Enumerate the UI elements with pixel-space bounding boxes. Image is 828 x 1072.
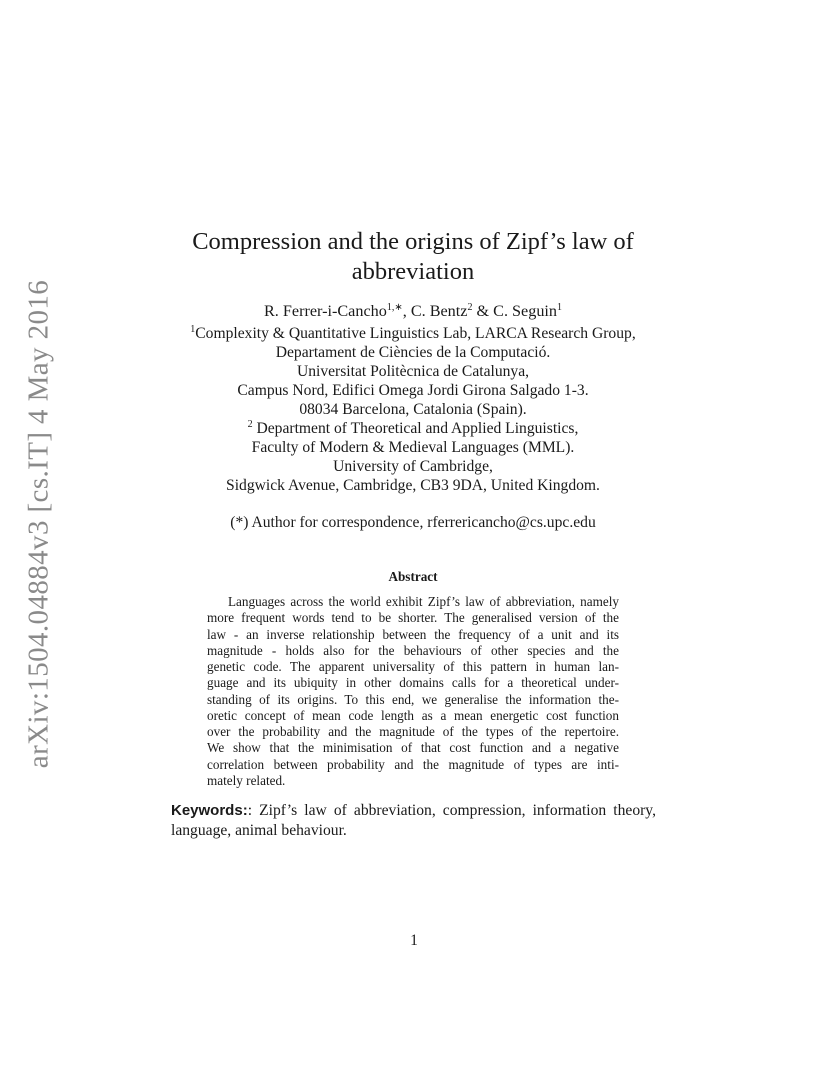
- abstract-text: [207, 594, 619, 789]
- abstract-line: law - an inverse relationship between the frequency of a unit and its: [207, 626, 619, 642]
- affiliation-1-line-4: Campus Nord, Edifici Omega Jordi Girona Salgado 1-3.: [237, 382, 589, 399]
- affiliation-1-line-2: Departament de Ciències de la Computació.: [275, 344, 551, 361]
- abstract-heading: Abstract: [388, 569, 438, 584]
- affiliation-2-line-3: University of Cambridge,: [333, 458, 493, 475]
- abstract-line: genetic code. The apparent universality of this pattern in human lan-: [207, 659, 619, 674]
- arxiv-identifier: arXiv:1504.04884v3 [cs.IT] 4 May 2016: [22, 279, 55, 769]
- affiliation-1-line-5: 08034 Barcelona, Catalonia (Spain).: [299, 401, 527, 418]
- arxiv-stamp: [22, 279, 56, 769]
- abstract-line: standing of its origins. To this end, we generalise the information the-: [207, 691, 619, 707]
- keywords-line-1: [171, 801, 656, 821]
- abstract-line: correlation between probability and the magnitude of types are inti-: [207, 756, 619, 772]
- affiliation-2-line-1: $^2$ Department of Theoretical and Applied Linguistics,: [247, 419, 579, 437]
- author-bentz: , C. Bentz: [402, 302, 468, 320]
- abstract-line: oretic concept of mean code length as a mean energetic cost function: [207, 707, 619, 723]
- abstract-line: over the probability and the magnitude of the types of the repertoire.: [207, 724, 619, 739]
- keywords-block: [171, 801, 656, 841]
- title-line-1: Compression and the origins of Zipf’s law of: [192, 228, 634, 255]
- affiliation-2-mark: 2: [247, 419, 253, 430]
- abstract-line: Languages across the world exhibit Zipf’s law of abbreviation, namely: [228, 594, 619, 609]
- abstract-line: mately related.: [207, 772, 286, 788]
- author-seguin: & C. Seguin: [472, 302, 558, 320]
- affiliation-2-line-4: Sidgwick Avenue, Cambridge, CB3 9DA, United Kingdom.: [226, 477, 600, 494]
- affiliation-1-line-1: $^1$Complexity & Quantitative Linguistics Lab, LARCA Research Group,: [190, 324, 636, 342]
- abstract-line: more frequent words tend to be shorter. The generalised version of the: [207, 610, 619, 626]
- affiliation-1-line-3: Universitat Politècnica de Catalunya,: [296, 363, 530, 380]
- abstract-line: magnitude - holds also for the behaviours of other species and the: [207, 642, 619, 658]
- correspondence-note: (*) Author for correspondence, rferrericancho@cs.upc.edu: [230, 514, 596, 531]
- page-number: 1: [410, 932, 418, 949]
- title-line-2: abbreviation: [351, 258, 475, 285]
- author-ferrer-i-cancho: R. Ferrer-i-Cancho: [263, 302, 387, 320]
- affiliation-1-mark: 1: [190, 324, 196, 335]
- keywords-label: Keywords:: [171, 802, 248, 819]
- author-2-affiliation-mark: 2: [467, 302, 473, 313]
- author-list: [130, 302, 696, 321]
- affiliation-2-line-2: Faculty of Modern & Medieval Languages (MML).: [251, 439, 575, 456]
- paper-title: [150, 227, 676, 287]
- keywords-list: : Zipf’s law of abbreviation, compression, information theory,: [247, 802, 656, 819]
- author-3-affiliation-mark: 1: [557, 302, 563, 313]
- author-1-affiliation-mark: 1,∗: [386, 302, 403, 313]
- author-block: [130, 302, 696, 495]
- keywords-line-2: language, animal behaviour.: [171, 822, 347, 839]
- abstract-line: guage and its ubiquity in other domains calls for a theoretical under-: [207, 675, 619, 691]
- abstract-line: We show that the minimisation of that cost function and a negative: [207, 740, 619, 756]
